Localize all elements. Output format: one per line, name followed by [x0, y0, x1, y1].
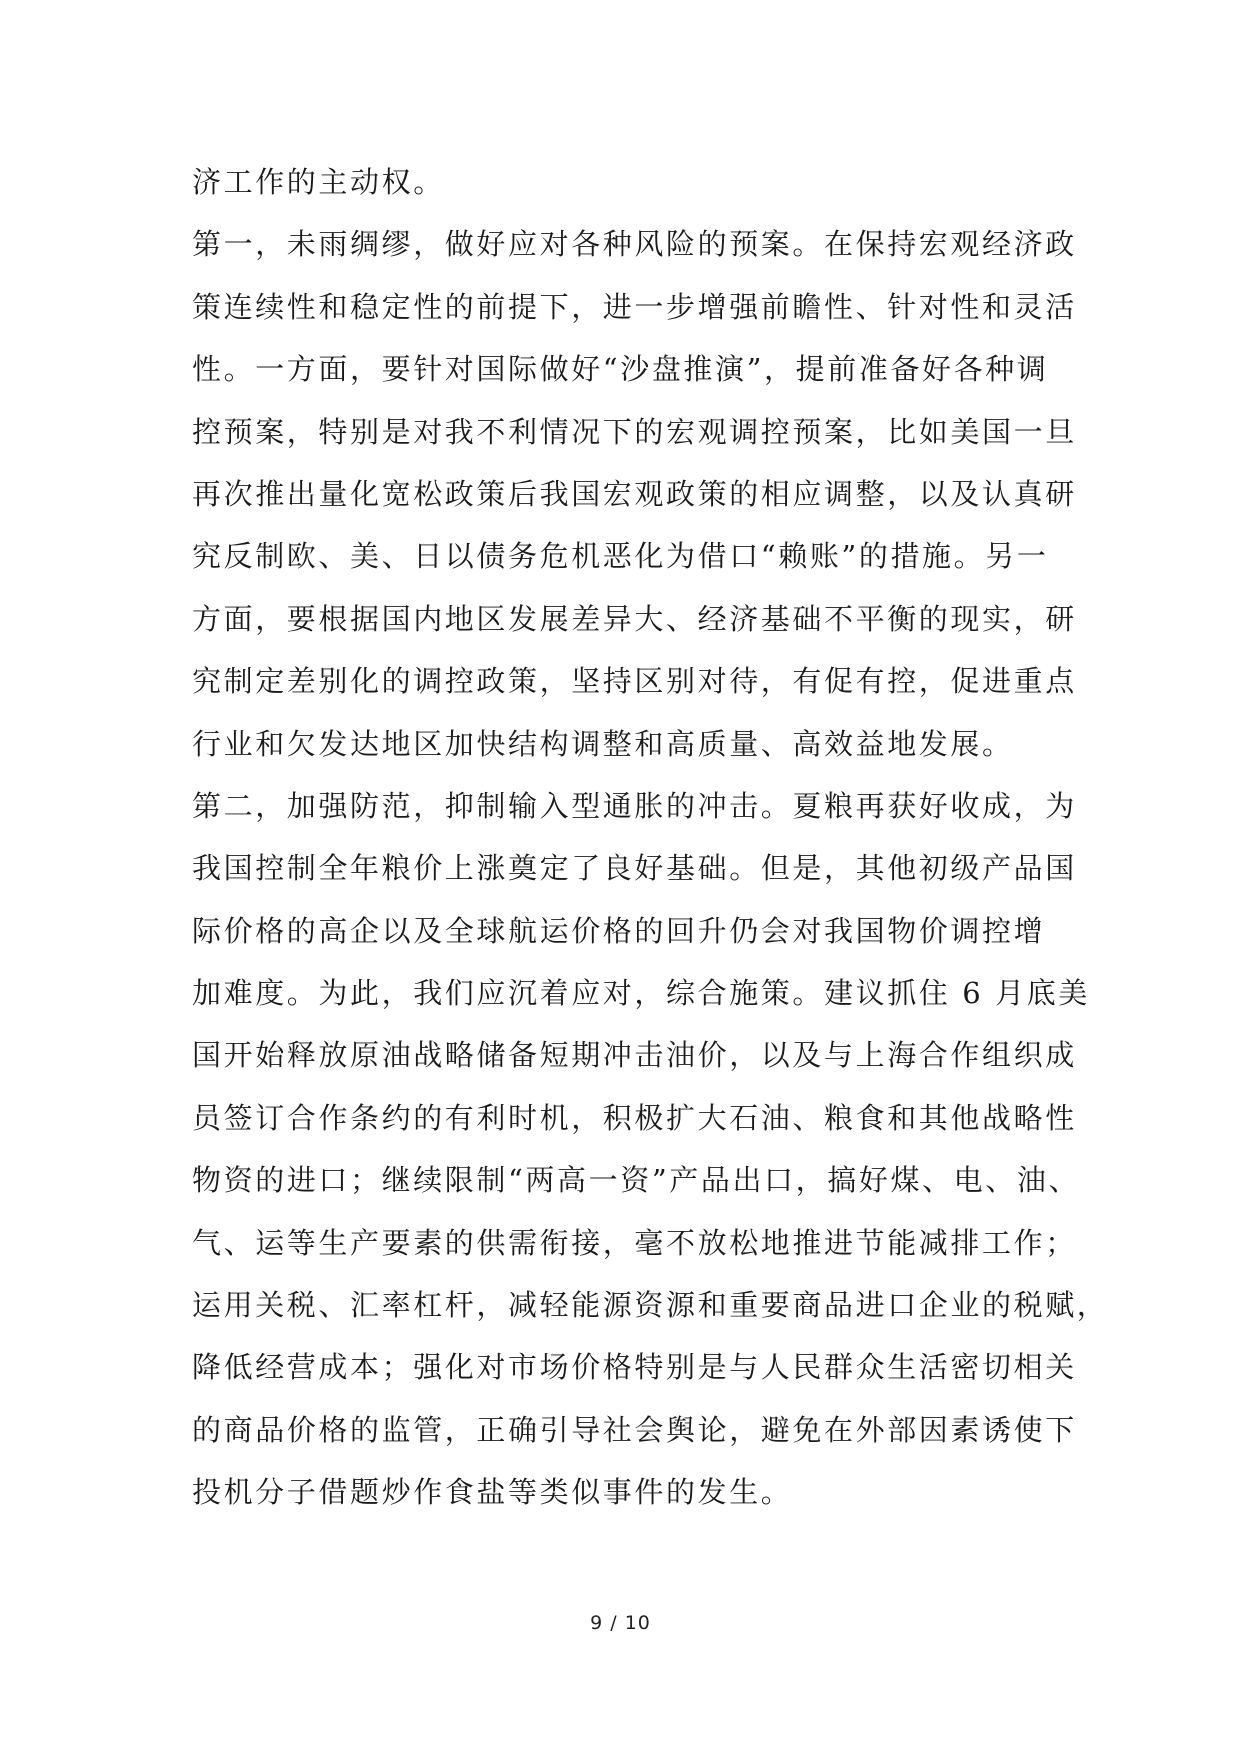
- body-text: [192, 151, 1109, 1524]
- text-line: 投机分子借题炒作食盐等类似事件的发生。: [192, 1475, 793, 1510]
- text-line: 方面，要根据国内地区发展差异大、经济基础不平衡的现实，研: [192, 601, 1077, 636]
- text-line: 究制定差别化的调控政策，坚持区别对待，有促有控，促进重点: [192, 664, 1077, 699]
- text-line: 国开始释放原油战略储备短期冲击油价，以及与上海合作组织成: [192, 1038, 1077, 1073]
- text-line: 济工作的主动权。: [192, 165, 445, 199]
- text-line: 加难度。为此，我们应沉着应对，综合施策。建议抓住 6 月底美: [192, 976, 1090, 1011]
- text-line: 员签订合作条约的有利时机，积极扩大石油、粮食和其他战略性: [192, 1100, 1077, 1135]
- text-line: 际价格的高企以及全球航运价格的回升仍会对我国物价调控增: [192, 913, 1046, 948]
- text-line: 的商品价格的监管，正确引导社会舆论，避免在外部因素诱使下: [192, 1412, 1077, 1447]
- text-line: 第一，未雨绸缪，做好应对各种风险的预案。在保持宏观经济政: [192, 227, 1077, 262]
- text-line: 策连续性和稳定性的前提下，进一步增强前瞻性、针对性和灵活: [192, 289, 1077, 324]
- text-line: 性。一方面，要针对国际做好“沙盘推演”，提前准备好各种调: [192, 352, 1049, 387]
- text-line: 再次推出量化宽松政策后我国宏观政策的相应调整，以及认真研: [192, 476, 1077, 511]
- text-line: 行业和欠发达地区加快结构调整和高质量、高效益地发展。: [192, 726, 1014, 761]
- text-line: 第二，加强防范，抑制输入型通胀的冲击。夏粮再获好收成，为: [192, 788, 1077, 823]
- page-number: 9 / 10: [590, 1612, 651, 1634]
- text-line: 降低经营成本；强化对市场价格特别是与人民群众生活密切相关: [192, 1350, 1077, 1385]
- text-line: 物资的进口；继续限制“两高一资”产品出口，搞好煤、电、油、: [192, 1163, 1081, 1198]
- text-line: 运用关税、汇率杠杆，减轻能源资源和重要商品进口企业的税赋，: [192, 1288, 1109, 1323]
- text-line: 究反制欧、美、日以债务危机恶化为借口“赖账”的措施。另一: [192, 539, 1049, 574]
- text-line: 我国控制全年粮价上涨奠定了良好基础。但是，其他初级产品国: [192, 851, 1077, 886]
- text-line: 气、运等生产要素的供需衔接，毫不放松地推进节能减排工作；: [192, 1225, 1077, 1260]
- text-line: 控预案，特别是对我不利情况下的宏观调控预案，比如美国一旦: [192, 414, 1077, 449]
